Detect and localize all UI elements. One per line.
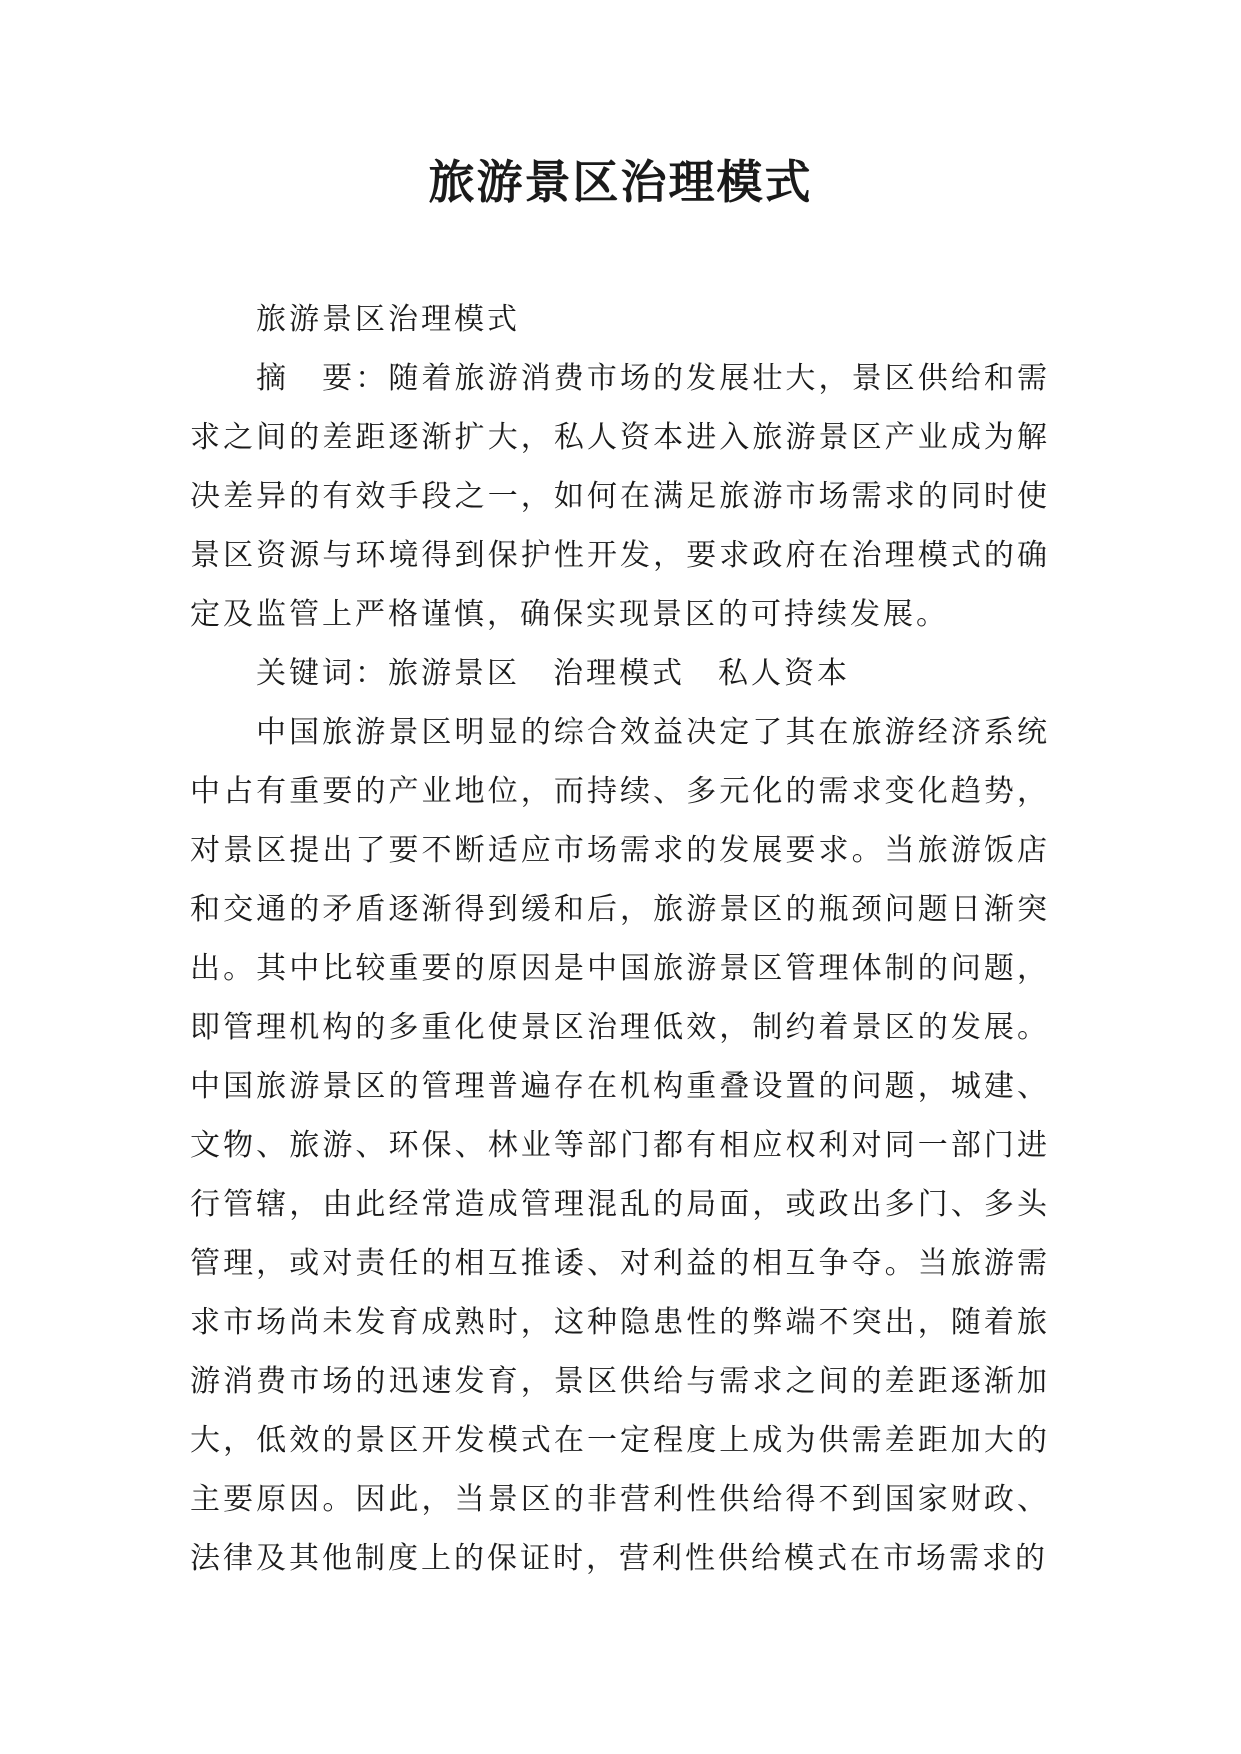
abstract-label: 摘 要： — [256, 361, 389, 396]
abstract-text: 随着旅游消费市场的发展壮大，景区供给和需求之间的差距逐渐扩大，私人资本进入旅游景区产业成为解决差异的有效手段之一，如何在满足旅游市场需求的同时使景区资源与环境得到保护性开发，要求政府在治理模式的确定及监管上严格谨慎，确保实现景区的可持续发展。 — [190, 361, 1051, 632]
keywords-label: 关键词： — [256, 656, 388, 691]
body-paragraph — [190, 703, 1050, 1588]
subtitle-paragraph — [190, 290, 1050, 349]
body-paragraph-text: 中国旅游景区明显的综合效益决定了其在旅游经济系统中占有重要的产业地位，而持续、多元化的需求变化趋势，对景区提出了要不断适应市场需求的发展要求。当旅游饭店和交通的矛盾逐渐得到缓和后，旅游景区的瓶颈问题日渐突出。其中比较重要的原因是中国旅游景区管理体制的问题，即管理机构的多重化使景区治理低效，制约着景区的发展。中国旅游景区的管理普遍存在机构重叠设置的问题，城建、文物、旅游、环保、林业等部门都有相应权利对同一部门进行管辖，由此经常造成管理混乱的局面，或政出多门、多头管理，或对责任的相互推诿、对利益的相互争夺。当旅游需求市场尚未发育成熟时，这种隐患性的弊端不突出，随着旅游消费市场的迅速发育，景区供给与需求之间的差距逐渐加大，低效的景区开发模式在一定程度上成为供需差距加大的主要原因。因此，当景区的非营利性供给得不到国家财政、法律及其他制度上的保证时，营利性供给模式在市场需求的 — [190, 715, 1050, 1576]
keywords-text: 旅游景区 治理模式 私人资本 — [388, 656, 850, 691]
subtitle-text: 旅游景区治理模式 — [256, 302, 520, 337]
abstract-paragraph — [190, 349, 1050, 644]
document-body — [190, 290, 1050, 1588]
document-title: 旅游景区治理模式 — [428, 155, 813, 209]
keywords-paragraph — [190, 644, 1050, 703]
